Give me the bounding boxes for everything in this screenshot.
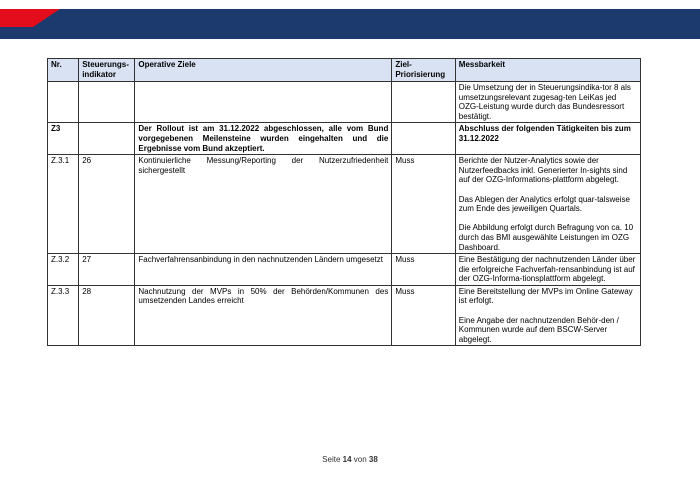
page-footer xyxy=(0,455,700,464)
table-row xyxy=(48,254,641,286)
header-mess: Messbarkeit xyxy=(455,59,640,82)
footer-mid: von xyxy=(353,455,367,464)
cell-indikator: 26 xyxy=(79,155,135,254)
cell-indikator: 28 xyxy=(79,285,135,346)
banner-band xyxy=(0,9,700,39)
mess-paragraph: Die Abbildung erfolgt durch Befragung von ca. 10 durch das BMI ausgewählte Leistungen im OZG Dashboard. xyxy=(458,223,634,252)
mess-paragraph: Das Ablegen der Analytics erfolgt quar-talsweise zum Ende des jeweiligen Quartals. xyxy=(458,194,630,214)
table-row xyxy=(48,285,641,346)
table-header-row xyxy=(48,59,641,82)
cell-prio: Muss xyxy=(392,254,455,286)
cell-nr: Z.3.3 xyxy=(48,285,79,346)
cell-prio: Muss xyxy=(392,285,455,346)
table-row-continued xyxy=(48,82,641,123)
cell-ziel: Kontinuierliche Messung/Reporting der Nutzerzufriedenheit sichergestellt xyxy=(135,155,392,254)
objectives-table xyxy=(47,58,641,346)
cell-prio: Muss xyxy=(392,155,455,254)
header-prio: Ziel-Priorisierung xyxy=(392,59,455,82)
header-indikator: Steuerungs-indikator xyxy=(79,59,135,82)
footer-prefix: Seite xyxy=(322,455,341,464)
mess-paragraph: Eine Bereitstellung der MVPs im Online Gateway ist erfolgt. xyxy=(458,286,633,306)
page-total: 38 xyxy=(368,455,378,464)
mess-paragraph: Eine Bestätigung der nachnutzenden Länder über die erfolgreiche Fachverfah-rensanbindung ist auf der OZG-Informa-tionsplattform abgelegt. xyxy=(458,255,636,284)
cell-ziel: Der Rollout ist am 31.12.2022 abgeschlossen, alle vom Bund vorgegebenen Meilensteine wurden eingehalten und die Ergebnisse vom Bund akzeptiert. xyxy=(135,123,392,155)
header-ziele: Operative Ziele xyxy=(135,59,392,82)
page-number: 14 xyxy=(342,455,352,464)
cell-mess xyxy=(455,155,640,254)
cell-mess xyxy=(455,285,640,346)
cell-mess: Die Umsetzung der in Steuerungsindika-tor 8 als umsetzungsrelevant zugesag-ten LeiKas jed OZG-Leistung wurde durch das Bundesressort bestätigt. xyxy=(455,82,640,123)
cell-mess: Abschluss der folgenden Tätigkeiten bis zum 31.12.2022 xyxy=(455,123,640,155)
cell-nr: Z.3.2 xyxy=(48,254,79,286)
cell-ziel: Nachnutzung der MVPs in 50% der Behörden/Kommunen des umsetzenden Landes erreicht xyxy=(135,285,392,346)
mess-paragraph: Eine Angabe der nachnutzenden Behör-den / Kommunen wurde auf dem BSCW-Server abgelegt. xyxy=(458,315,619,344)
cell-nr: Z.3.1 xyxy=(48,155,79,254)
header-banner xyxy=(0,0,700,44)
table-row xyxy=(48,155,641,254)
table-row-z3 xyxy=(48,123,641,155)
cell-ziel: Fachverfahrensanbindung in den nachnutzenden Ländern umgesetzt xyxy=(135,254,392,286)
cell-indikator: 27 xyxy=(79,254,135,286)
mess-paragraph: Berichte der Nutzer-Analytics sowie der Nutzerfeedbacks inkl. Generierter In-sights sind auf der OZG-Informations-plattform abgelegt. xyxy=(458,156,628,185)
cell-mess xyxy=(455,254,640,286)
cell-nr: Z3 xyxy=(48,123,79,155)
header-nr: Nr. xyxy=(48,59,79,82)
